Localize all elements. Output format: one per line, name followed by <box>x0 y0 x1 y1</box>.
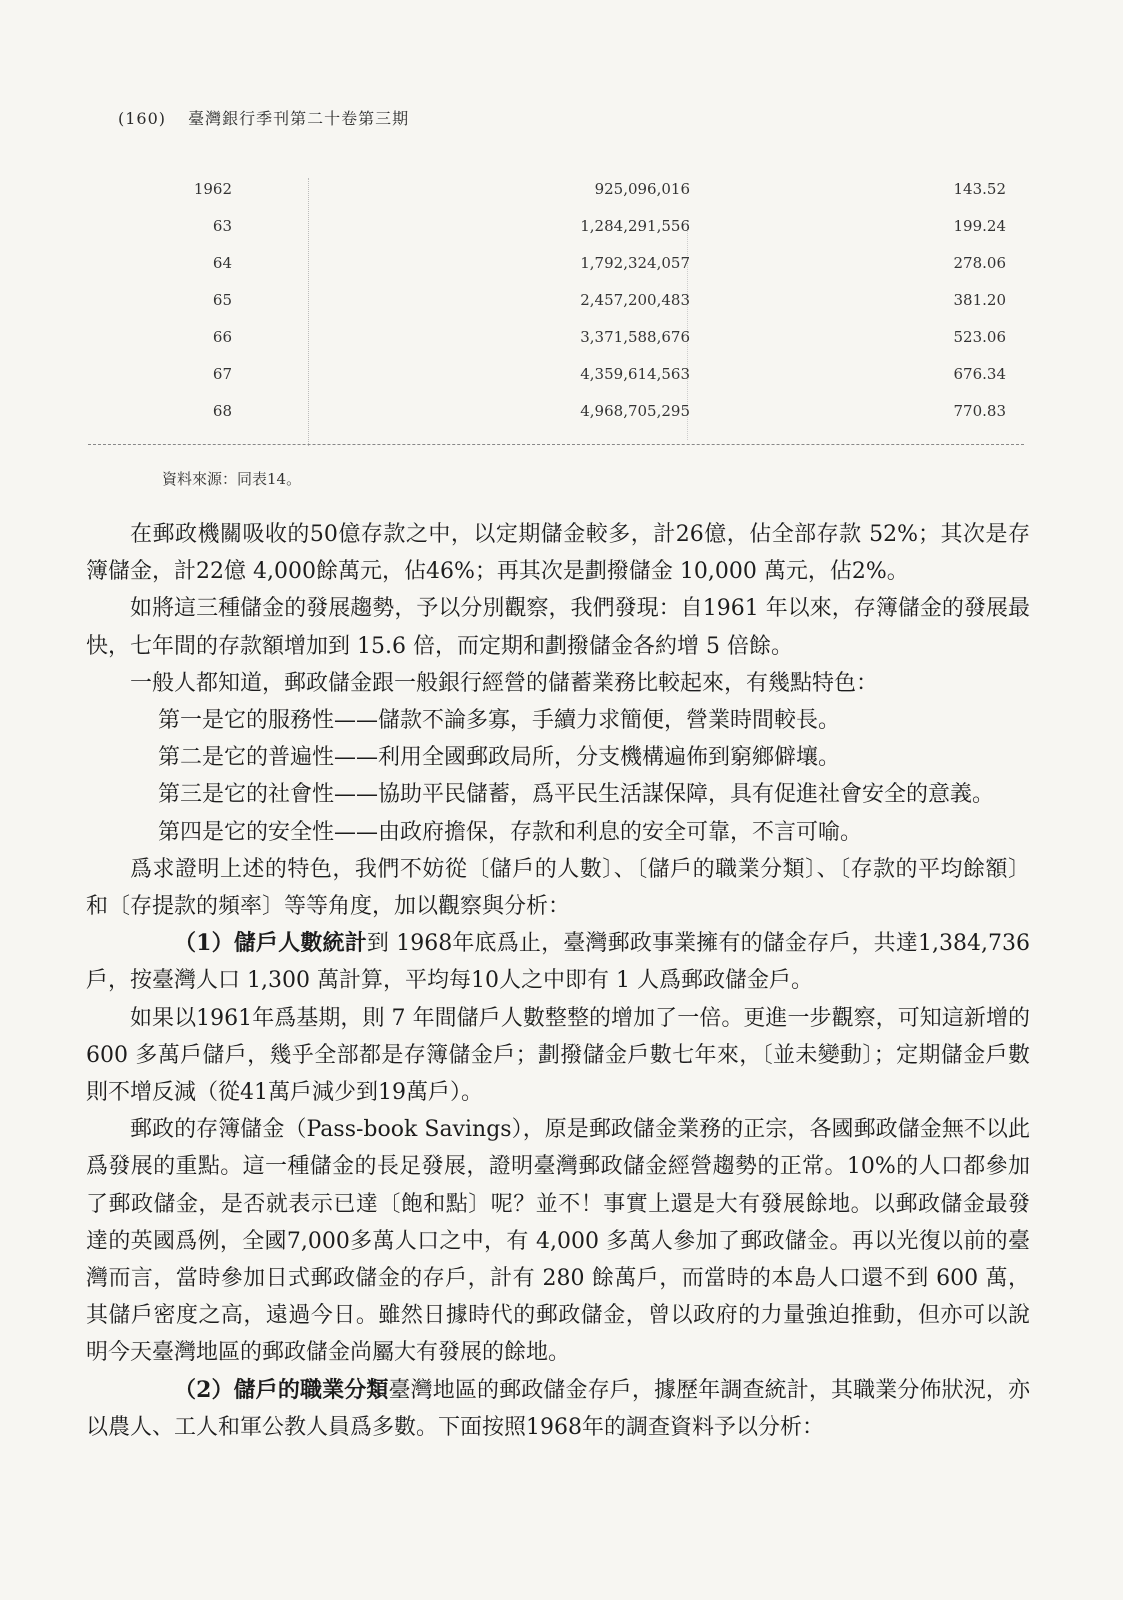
index-cell: 143.52 <box>953 180 1006 198</box>
index-cell: 199.24 <box>953 217 1006 235</box>
table-row <box>120 175 1020 212</box>
list-item-paragraph: 第四是它的安全性——由政府擔保，存款和利息的安全可靠，不言可喻。 <box>158 819 863 845</box>
section-paragraph <box>86 1372 1030 1446</box>
year-cell: 64 <box>212 254 232 272</box>
amount-cell: 3,371,588,676 <box>580 328 690 346</box>
paragraph: 如將這三種儲金的發展趨勢，予以分別觀察，我們發現：自1961 年以來，存簿儲金的發展最快，七年間的存款額增加到 15.6 倍，而定期和劃撥儲金各約增 5 倍餘。 <box>86 596 1030 659</box>
year-cell: 65 <box>212 291 232 309</box>
section-text: 到 1968年底爲止，臺灣郵政事業擁有的儲金存戶，共達1,384,736戶，按臺灣人口 1,300 萬計算，平均每10人之中即有 1 人爲郵政儲金戶。 <box>86 931 1030 994</box>
index-cell: 770.83 <box>953 402 1006 420</box>
year-cell: 68 <box>212 402 232 420</box>
section-heading: （2）儲戶的職業分類 <box>174 1376 389 1403</box>
year-cell: 63 <box>212 217 232 235</box>
amount-cell: 925,096,016 <box>594 180 690 198</box>
list-item-paragraph: 第三是它的社會性——協助平民儲蓄，爲平民生活謀保障，具有促進社會安全的意義。 <box>158 782 995 808</box>
table-row <box>120 360 1020 397</box>
section-paragraph <box>86 925 1030 999</box>
article-body <box>86 516 1030 1446</box>
journal-title: 臺灣銀行季刊第二十卷第三期 <box>188 109 410 128</box>
amount-cell: 4,968,705,295 <box>580 402 690 420</box>
table-bottom-rule <box>88 444 1024 445</box>
list-item-paragraph: 第一是它的服務性——儲款不論多寡，手續力求簡便，營業時間較長。 <box>158 708 841 734</box>
page-number: (160) <box>118 109 167 128</box>
amount-cell: 1,284,291,556 <box>580 217 690 235</box>
index-cell: 278.06 <box>953 254 1006 272</box>
table-row <box>120 212 1020 249</box>
table-row <box>120 249 1020 286</box>
paragraph: 在郵政機關吸收的50億存款之中，以定期儲金較多，計26億，佔全部存款 52%；其次是存簿儲金，計22億 4,000餘萬元，佔46%；再其次是劃撥儲金 10,000 萬元，佔2%。 <box>86 522 1030 585</box>
paragraph: 郵政的存簿儲金（Pass-book Savings），原是郵政儲金業務的正宗，各國郵政儲金無不以此爲發展的重點。這一種儲金的長足發展，證明臺灣郵政儲金經營趨勢的正常。10%的人口都參加了郵政儲金，是否就表示已達〔飽和點〕呢？並不！事實上還是大有發展餘地。以郵政儲金最發達的英國爲例，全國7,000多萬人口之中，有 4,000 多萬人參加了郵政儲金。再以光復以前的臺灣而言，當時參加日式郵政儲金的存戶，計有 280 餘萬戶，而當時的本島人口還不到 600 萬，其儲戶密度之高，遠過今日。雖然日據時代的郵政儲金，曾以政府的力量強迫推動，但亦可以說明今天臺灣地區的郵政儲金尚屬大有發展的餘地。 <box>86 1117 1030 1366</box>
index-cell: 381.20 <box>953 291 1006 309</box>
section-heading: （1）儲戶人數統計 <box>174 930 367 957</box>
year-cell: 66 <box>212 328 232 346</box>
year-cell: 1962 <box>193 180 232 198</box>
list-item-paragraph: 第二是它的普遍性——利用全國郵政局所，分支機構遍佈到窮鄉僻壤。 <box>158 745 841 771</box>
paragraph: 一般人都知道，郵政儲金跟一般銀行經營的儲蓄業務比較起來，有幾點特色： <box>130 670 879 696</box>
amount-cell: 4,359,614,563 <box>580 365 690 383</box>
table-source-note: 資料來源：同表14。 <box>162 470 302 488</box>
amount-cell: 2,457,200,483 <box>580 291 690 309</box>
paragraph: 爲求證明上述的特色，我們不妨從〔儲戶的人數〕、〔儲戶的職業分類〕、〔存款的平均餘額〕和〔存提款的頻率〕等等角度，加以觀察與分析： <box>86 856 1030 920</box>
table-row <box>120 397 1020 434</box>
year-cell: 67 <box>212 365 232 383</box>
index-cell: 676.34 <box>953 365 1006 383</box>
index-cell: 523.06 <box>953 328 1006 346</box>
page-header <box>118 106 409 129</box>
table-row <box>120 286 1020 323</box>
amount-cell: 1,792,324,057 <box>580 254 690 272</box>
paragraph: 如果以1961年爲基期，則 7 年間儲戶人數整整的增加了一倍。更進一步觀察，可知這新增的600 多萬戶儲戶，幾乎全部都是存簿儲金戶；劃撥儲金戶數七年來，〔並未變動〕；定期儲金戶數則不增反減（從41萬戶減少到19萬戶）。 <box>86 1005 1030 1106</box>
statistics-table <box>120 175 1020 434</box>
section-text: 臺灣地區的郵政儲金存戶，據歷年調查統計，其職業分佈狀況，亦以農人、工人和軍公教人員爲多數。下面按照1968年的調查資料予以分析： <box>86 1377 1030 1440</box>
table-row <box>120 323 1020 360</box>
